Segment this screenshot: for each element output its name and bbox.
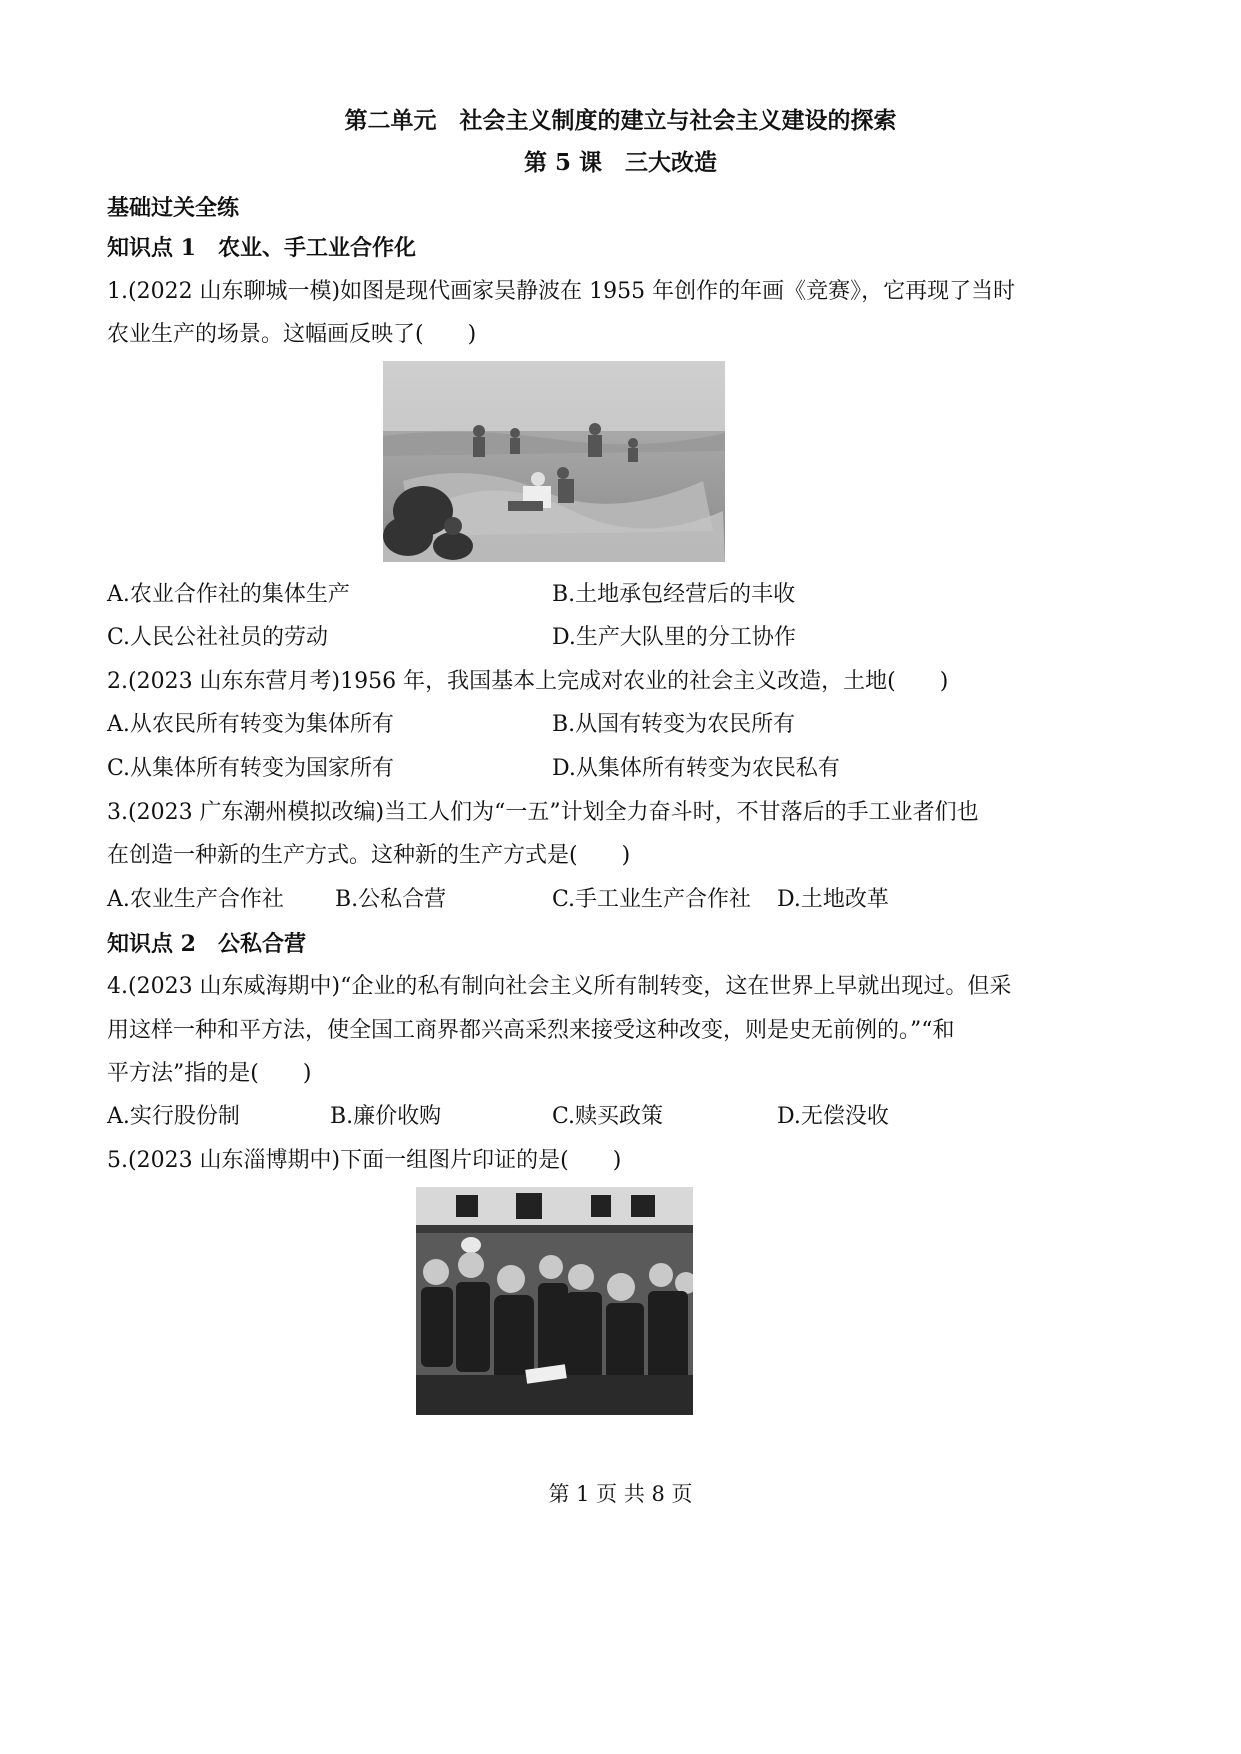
q1-stem-line2: 农业生产的场景。这幅画反映了( ) — [107, 322, 477, 347]
q1-option-a: A.农业合作社的集体生产 — [107, 582, 350, 607]
knowledge-point-2: 知识点 2 公私合营 — [107, 931, 306, 957]
q3-option-c: C.手工业生产合作社 — [552, 887, 752, 912]
unit-title: 第二单元 社会主义制度的建立与社会主义建设的探索 — [344, 107, 897, 134]
painting-image — [383, 361, 725, 562]
knowledge-point-1: 知识点 1 农业、手工业合作化 — [107, 235, 416, 261]
q4-option-b: B.廉价收购 — [330, 1104, 442, 1129]
q5-stem: 5.(2023 山东淄博期中)下面一组图片印证的是( ) — [107, 1148, 622, 1173]
q1-option-d: D.生产大队里的分工协作 — [552, 625, 796, 650]
photo-figure — [416, 1187, 693, 1415]
q2-stem: 2.(2023 山东东营月考)1956 年，我国基本上完成对农业的社会主义改造，土地( ) — [107, 669, 949, 694]
q4-stem-line1: 4.(2023 山东威海期中)“企业的私有制向社会主义所有制转变，这在世界上早就出现过。但采 — [107, 974, 1012, 999]
q4-option-a: A.实行股份制 — [107, 1104, 240, 1129]
q2-option-c: C.从集体所有转变为国家所有 — [107, 756, 395, 781]
photo-image — [416, 1187, 693, 1415]
page-footer: 第 1 页 共 8 页 — [548, 1482, 693, 1506]
q4-stem-line3: 平方法”指的是( ) — [107, 1061, 312, 1086]
q1-option-c: C.人民公社社员的劳动 — [107, 625, 329, 650]
section-heading: 基础过关全练 — [107, 195, 240, 221]
q2-option-b: B.从国有转变为农民所有 — [552, 712, 796, 737]
q3-option-b: B.公私合营 — [335, 887, 447, 912]
q3-stem-line2: 在创造一种新的生产方式。这种新的生产方式是( ) — [107, 843, 631, 868]
q1-stem-line1: 1.(2022 山东聊城一模)如图是现代画家吴静波在 1955 年创作的年画《竞赛》，它再现了当时 — [107, 279, 1016, 304]
q4-option-c: C.赎买政策 — [552, 1104, 664, 1129]
q2-option-d: D.从集体所有转变为农民私有 — [552, 756, 840, 781]
q3-option-a: A.农业生产合作社 — [107, 887, 284, 912]
q2-option-a: A.从农民所有转变为集体所有 — [107, 712, 394, 737]
q1-option-b: B.土地承包经营后的丰收 — [552, 582, 796, 607]
q3-stem-line1: 3.(2023 广东潮州模拟改编)当工人们为“一五”计划全力奋斗时，不甘落后的手工业者们也 — [107, 800, 979, 825]
lesson-title: 第 5 课 三大改造 — [523, 149, 718, 176]
q3-option-d: D.土地改革 — [777, 887, 889, 912]
painting-figure — [383, 361, 725, 562]
q4-option-d: D.无偿没收 — [777, 1104, 889, 1129]
q4-stem-line2: 用这样一种和平方法，使全国工商界都兴高采烈来接受这种改变，则是史无前例的。”“和 — [107, 1018, 955, 1043]
